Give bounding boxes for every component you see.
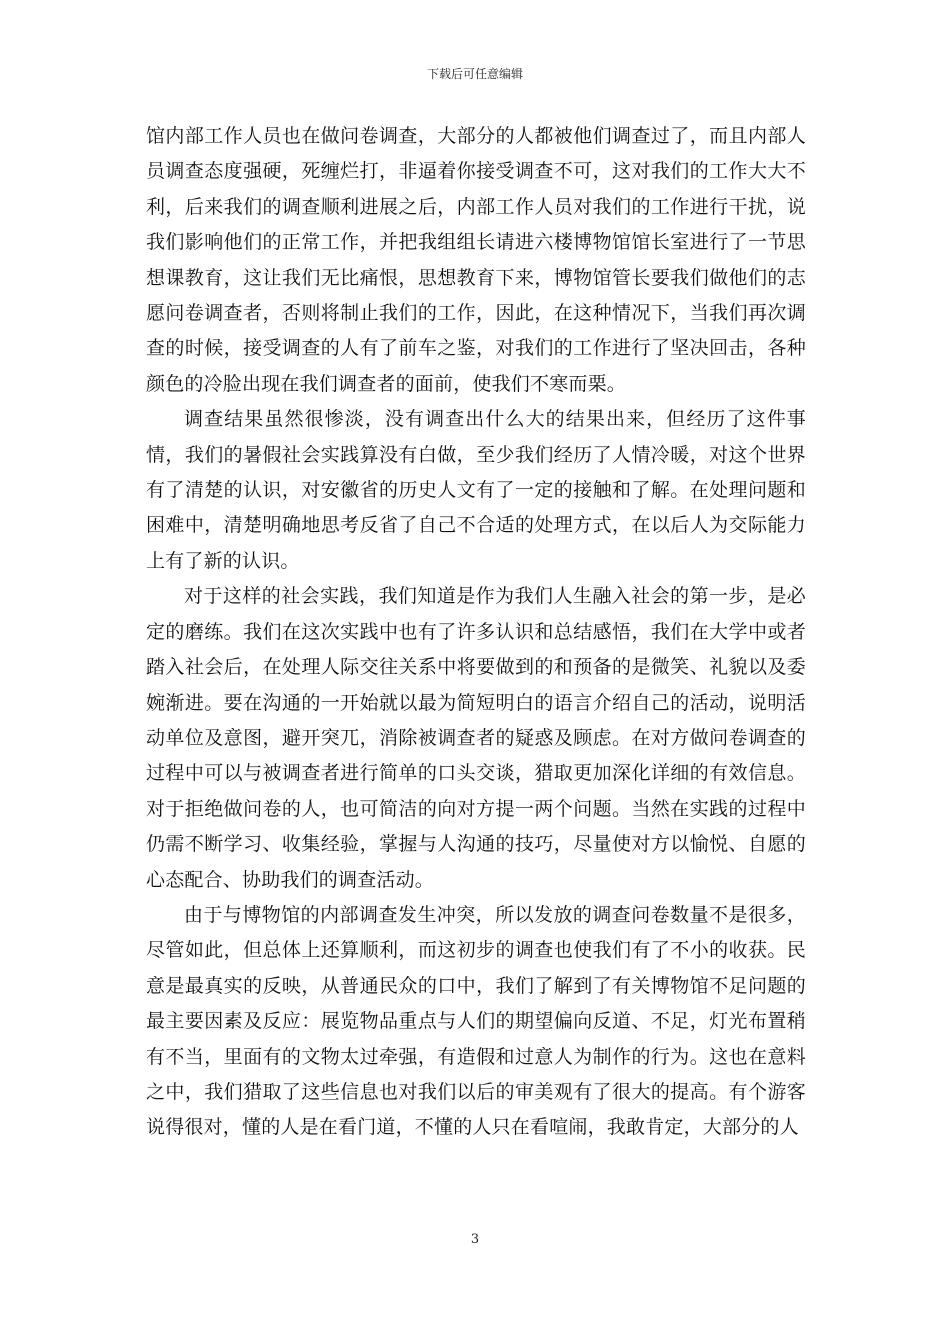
body-text — [146, 119, 806, 1146]
paragraph-1: 馆内部工作人员也在做问卷调查，大部分的人都被他们调查过了，而且内部人员调查态度强硬，死缠烂打，非逼着你接受调查不可，这对我们的工作大大不利，后来我们的调查顺利进展之后，内部工作人员对我们的工作进行干扰，说我们影响他们的正常工作，并把我组组长请进六楼博物馆馆长室进行了一节思想课教育，这让我们无比痛恨，思想教育下来，博物馆管长要我们做他们的志愿问卷调查者，否则将制止我们的工作，因此，在这种情况下，当我们再次调查的时候，接受调查的人有了前车之鉴，对我们的工作进行了坚决回击，各种颜色的冷脸出现在我们调查者的面前，使我们不寒而栗。 — [146, 125, 806, 395]
paragraph-2: 调查结果虽然很惨淡，没有调查出什么大的结果出来，但经历了这件事情，我们的暑假社会实践算没有白做，至少我们经历了人情冷暖，对这个世界有了清楚的认识，对安徽省的历史人文有了一定的接触和了解。在处理问题和困难中，清楚明确地思考反省了自己不合适的处理方式，在以后人为交际能力上有了新的认识。 — [146, 408, 806, 572]
paragraph-3: 对于这样的社会实践，我们知道是作为我们人生融入社会的第一步，是必定的磨练。我们在这次实践中也有了许多认识和总结感悟，我们在大学中或者踏入社会后，在处理人际交往关系中将要做到的和预备的是微笑、礼貌以及委婉渐进。要在沟通的一开始就以最为简短明白的语言介绍自己的活动，说明活动单位及意图，避开突兀，消除被调查者的疑惑及顾虑。在对方做问卷调查的过程中可以与被调查者进行简单的口头交谈，猎取更加深化详细的有效信息。对于拒绝做问卷的人，也可简洁的向对方提一两个问题。当然在实践的过程中仍需不断学习、收集经验，掌握与人沟通的技巧，尽量使对方以愉悦、自愿的心态配合、协助我们的调查活动。 — [146, 585, 806, 891]
page-header: 下载后可任意编辑 — [426, 67, 523, 81]
paragraph-4: 由于与博物馆的内部调查发生冲突，所以发放的调查问卷数量不是很多，尽管如此，但总体上还算顺利，而这初步的调查也使我们有了不小的收获。民意是最真实的反映，从普通民众的口中，我们了解到了有关博物馆不足问题的最主要因素及反应：展览物品重点与人们的期望偏向反道、不足，灯光布置稍有不当，里面有的文物太过牵强，有造假和过意人为制作的行为。这也在意料之中，我们猎取了这些信息也对我们以后的审美观有了很大的提高。有个游客说得很对，懂的人是在看门道，不懂的人只在看喧闹，我敢肯定，大部分的人 — [146, 903, 806, 1139]
page-number: 3 — [470, 1232, 480, 1247]
